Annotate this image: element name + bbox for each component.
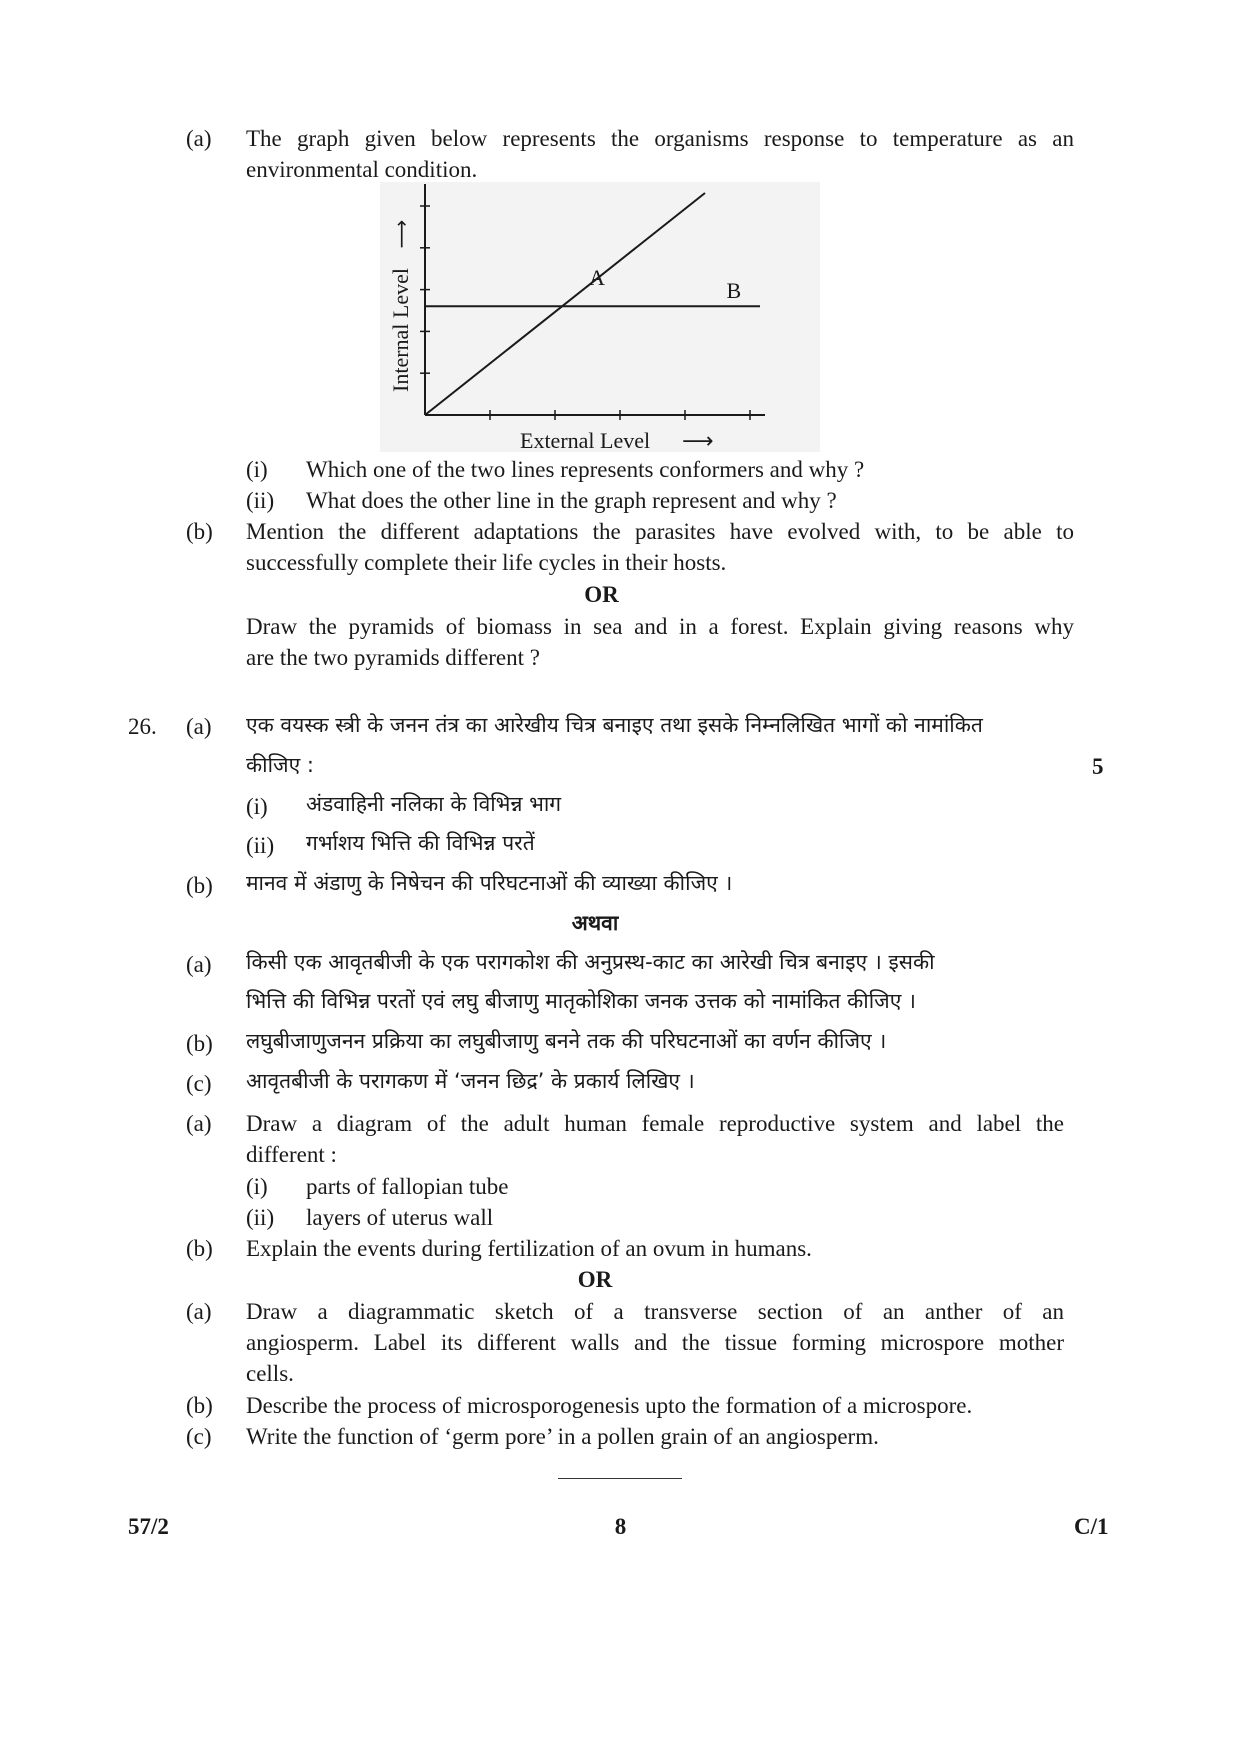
q25-or-divider: OR (584, 582, 619, 607)
q26-en-alt-a-marker: (a) (186, 1299, 212, 1324)
q26-en-alt-b-text: Describe the process of microsporogenesis upto the formation of a microspore. (246, 1393, 973, 1418)
q26-en-ii-marker: (ii) (246, 1205, 275, 1230)
q26-en-ii-text: layers of uterus wall (306, 1205, 494, 1230)
q26-en-a-line1: Draw a diagram of the adult human female reproductive system and label the (246, 1111, 1064, 1136)
y-axis-arrow: ⟶ (389, 219, 413, 249)
q25b-marker: (b) (186, 519, 213, 544)
q26-en-or-divider: OR (577, 1267, 613, 1292)
q26-hi-ii-marker: (ii) (246, 833, 275, 858)
q26-hi-a-marker: (a) (186, 714, 212, 739)
q26-en-alt-c-text: Write the function of ‘germ pore’ in a pollen grain of an angiosperm. (246, 1424, 879, 1449)
q26-number: 26. (128, 714, 157, 739)
q26-hi-alt-b-marker: (b) (186, 1031, 213, 1056)
q26-hi-a-line1: एक वयस्क स्त्री के जनन तंत्र का आरेखीय चित्र बनाइए तथा इसके निम्नलिखित भागों को नामांकित (246, 713, 983, 737)
q26-en-alt-b-marker: (b) (186, 1393, 213, 1418)
q26-en-i-marker: (i) (246, 1174, 268, 1199)
q26-hi-ii-text: गर्भाशय भित्ति की विभिन्न परतें (306, 831, 535, 855)
q26-en-alt-a-line1: Draw a diagrammatic sketch of a transverse section of an anther of an (246, 1299, 1064, 1324)
series-label-b: B (726, 278, 742, 304)
q25b-text-line2: successfully complete their life cycles in their hosts. (246, 550, 727, 575)
q26-hi-b-marker: (b) (186, 873, 213, 898)
footer-paper-code: 57/2 (128, 1514, 169, 1539)
q26-hi-alt-c-marker: (c) (186, 1071, 212, 1096)
q25a-text-line2: environmental condition. (246, 157, 478, 182)
q25a-text-line1: The graph given below represents the organisms response to temperature as an (246, 126, 1074, 151)
q25a-i-marker: (i) (246, 457, 268, 482)
q26-en-alt-c-marker: (c) (186, 1424, 212, 1449)
q26-marks: 5 (1092, 754, 1104, 779)
q25b-text-line1: Mention the different adaptations the parasites have evolved with, to be able to (246, 519, 1074, 544)
x-axis-label: External Level (520, 428, 651, 452)
q26-hi-alt-a-marker: (a) (186, 952, 212, 977)
end-of-section-rule (558, 1478, 682, 1479)
footer-page-number: 8 (614, 1514, 627, 1539)
q26-en-alt-a-line3: cells. (246, 1361, 294, 1386)
q26-en-a-line2: different : (246, 1142, 337, 1167)
q25a-ii-text: What does the other line in the graph represent and why ? (306, 488, 837, 513)
response-graph (380, 182, 820, 452)
q25-alt-line1: Draw the pyramids of biomass in sea and in a forest. Explain giving reasons why (246, 614, 1074, 639)
q26-en-alt-a-line2: angiosperm. Label its different walls and the tissue forming microspore mother (246, 1330, 1064, 1355)
q25a-ii-marker: (ii) (246, 488, 275, 513)
q26-hi-b-text: मानव में अंडाणु के निषेचन की परिघटनाओं की व्याख्या कीजिए । (246, 871, 733, 895)
q25a-marker: (a) (186, 126, 212, 151)
series-label-a: A (589, 264, 605, 290)
x-axis-arrow: ⟶ (682, 429, 714, 452)
q25a-i-text: Which one of the two lines represents conformers and why ? (306, 457, 865, 482)
footer-set-code: C/1 (1074, 1514, 1109, 1539)
q26-hi-or-divider: अथवा (571, 911, 619, 935)
q26-hi-i-marker: (i) (246, 794, 268, 819)
q26-en-b-text: Explain the events during fertilization of an ovum in humans. (246, 1236, 812, 1261)
q25-alt-line2: are the two pyramids different ? (246, 645, 540, 670)
q26-en-a-marker: (a) (186, 1111, 212, 1136)
q26-hi-alt-a-line1: किसी एक आवृतबीजी के एक परागकोश की अनुप्रस्थ-काट का आरेखी चित्र बनाइए । इसकी (246, 950, 935, 974)
q26-hi-a-line2: कीजिए : (246, 753, 314, 777)
q26-en-i-text: parts of fallopian tube (306, 1174, 509, 1199)
y-axis-label: Internal Level (388, 268, 413, 392)
q26-hi-alt-a-line2: भित्ति की विभिन्न परतों एवं लघु बीजाणु मातृकोशिका जनक उत्तक को नामांकित कीजिए । (246, 989, 916, 1013)
q26-hi-alt-c-text: आवृतबीजी के परागकण में ‘जनन छिद्र’ के प्रकार्य लिखिए । (246, 1069, 695, 1093)
graph-background (380, 182, 820, 452)
q26-hi-i-text: अंडवाहिनी नलिका के विभिन्न भाग (306, 792, 562, 816)
q26-hi-alt-b-text: लघुबीजाणुजनन प्रक्रिया का लघुबीजाणु बनने तक की परिघटनाओं का वर्णन कीजिए । (246, 1029, 887, 1053)
q26-en-b-marker: (b) (186, 1236, 213, 1261)
